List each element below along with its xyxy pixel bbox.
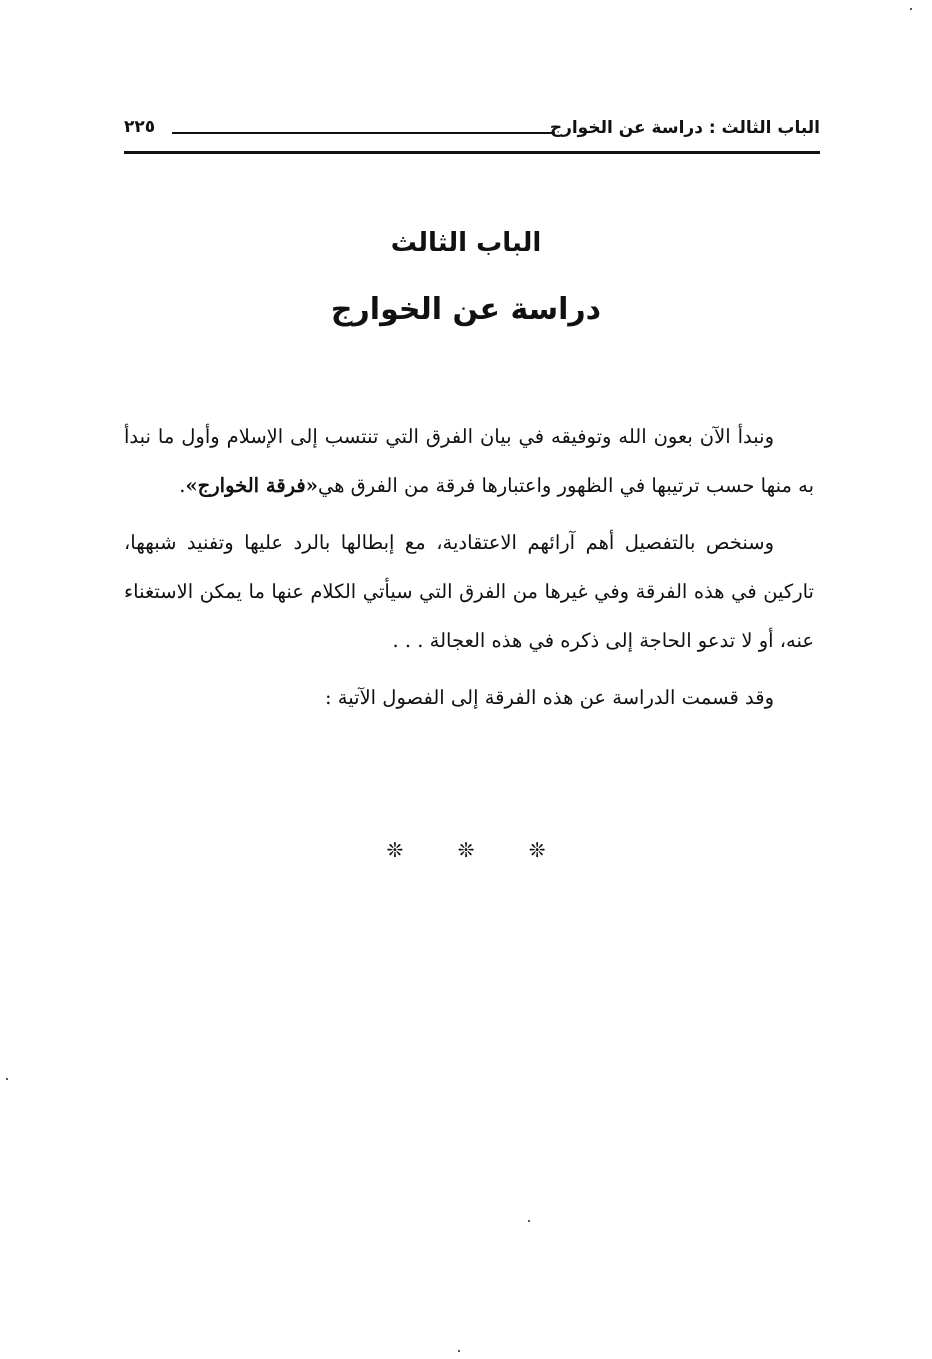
chapter-title: دراسة عن الخوارج (330, 292, 602, 327)
scan-speck (910, 8, 912, 10)
running-header (124, 112, 820, 152)
paragraph-3: وقد قسمت الدراسة عن هذه الفرقة إلى الفصول الآتية : (325, 686, 774, 709)
separator-star-icon: ❊ (457, 838, 475, 862)
separator-star-icon: ❊ (528, 838, 546, 862)
separator-star-icon: ❊ (386, 838, 404, 862)
scan-speck (528, 1220, 530, 1222)
scan-speck (6, 1078, 8, 1080)
chapter-label: الباب الثالث (390, 228, 542, 258)
header-divider (124, 151, 820, 154)
body-text (124, 412, 814, 730)
running-header-title: الباب الثالث : دراسة عن الخوارج (549, 118, 820, 138)
paragraph-1 (124, 412, 814, 510)
page-number: ٢٢٥ (124, 117, 156, 137)
section-separator (0, 838, 932, 862)
paragraph-1-text: ونبدأ الآن بعون الله وتوفيقه في بيان الفرق التي تنتسب إلى الإسلام وأول ما نبدأ به منها حسب ترتيبها في الظهور واعتبارها فرقة من الفرق هي (124, 425, 814, 497)
scan-speck (458, 1350, 460, 1352)
paragraph-2: وسنخص بالتفصيل أهم آرائهم الاعتقادية، مع إبطالها بالرد عليها وتفنيد شبهها، تاركين في هذه الفرقة وفي غيرها من الفرق التي سيأتي الكلام عنها ما يمكن الاستغناء عنه، أو لا تدعو الحاجة إلى ذكره في هذه العجالة . . . (124, 531, 814, 652)
running-header-rule (172, 132, 555, 134)
sect-name-emphasis: «فرقة الخوارج» (185, 474, 318, 497)
paragraph-1-end: . (179, 474, 186, 497)
